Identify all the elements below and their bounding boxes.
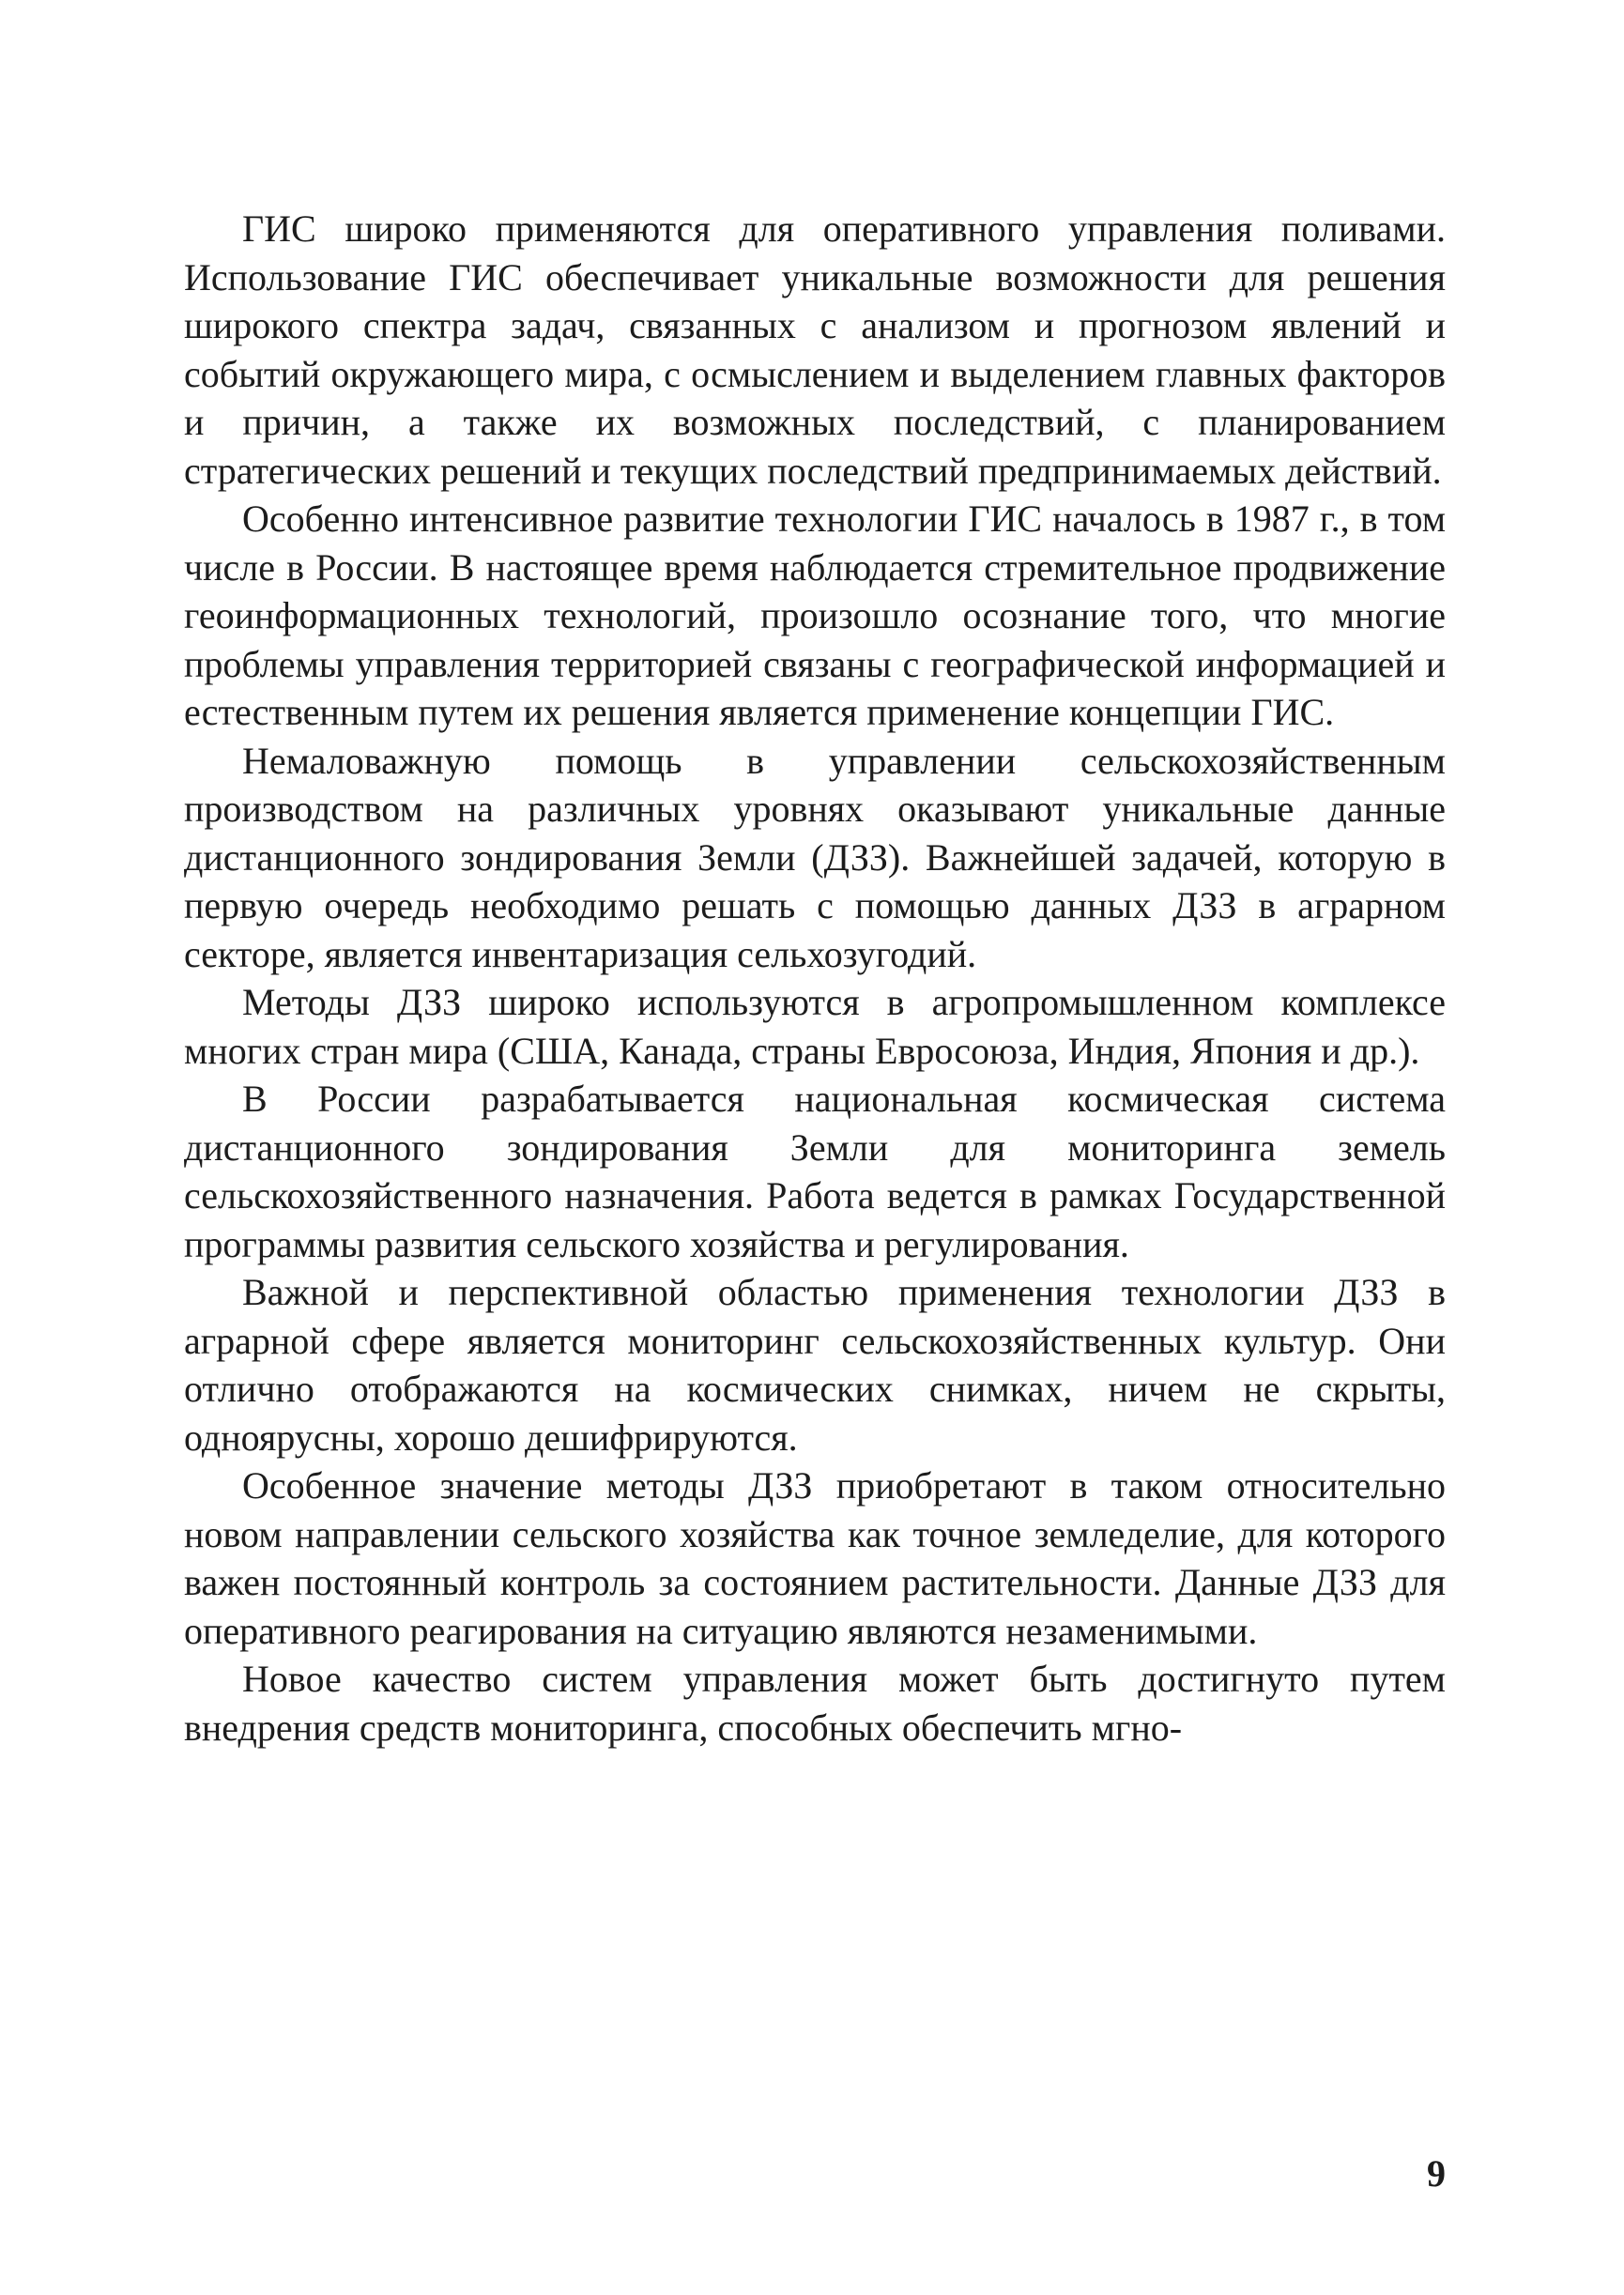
paragraph-crop-monitoring: Важной и перспективной областью применения технологии ДЗЗ в аграрной сфере является мониторинг сельскохозяйственных культур. Они отлично отображаются на космических снимках, ничем не скрыты, одноярусны, хорошо дешифрируются. [184,1271,1446,1459]
paragraph-remote-sensing-help: Немаловажную помощь в управлении сельскохозяйственным производством на различных уровнях оказывают уникальные данные дистанционного зондирования Земли (ДЗЗ). Важнейшей задачей, которую в первую очередь необходимо решать с помощью данных ДЗЗ в аграрном секторе, является инвентаризация сельхозугодий. [184,739,1446,975]
paragraph-remote-sensing-countries: Методы ДЗЗ широко используются в агропромышленном комплексе многих стран мира (США, Канада, страны Евросоюза, Индия, Япония и др.). [184,981,1446,1072]
paragraph-precision-farming: Особенное значение методы ДЗЗ приобретают в таком относительно новом направлении сельского хозяйства как точное земледелие, для которого важен постоянный контроль за состоянием растительности. Данные ДЗЗ для оперативного реагирования на ситуацию являются незаменимыми. [184,1464,1446,1652]
page-number: 9 [1427,2152,1446,2195]
paragraph-russia-system: В России разрабатывается национальная космическая система дистанционного зондирования Земли для мониторинга земель сельскохозяйственного назначения. Работа ведется в рамках Государственной программы развития сельского хозяйства и регулирования. [184,1078,1446,1265]
paragraph-management-quality: Новое качество систем управления может быть достигнуто путем внедрения средств мониторинга, способных обеспечить мгно- [184,1658,1446,1749]
paragraph-gis-irrigation: ГИС широко применяются для оперативного управления поливами. Использование ГИС обеспечивает уникальные возможности для решения широкого спектра задач, связанных с анализом и прогнозом явлений и событий окружающего мира, с осмыслением и выделением главных факторов и причин, а также их возможных последствий, с планированием стратегических решений и текущих последствий предпринимаемых действий. [184,207,1446,492]
paragraph-gis-development: Особенно интенсивное развитие технологии ГИС началось в 1987 г., в том числе в России. В настоящее время наблюдается стремительное продвижение геоинформационных технологий, произошло осознание того, что многие проблемы управления территорией связаны с географической информацией и естественным путем их решения является применение концепции ГИС. [184,497,1446,733]
body-text [184,205,1446,1752]
